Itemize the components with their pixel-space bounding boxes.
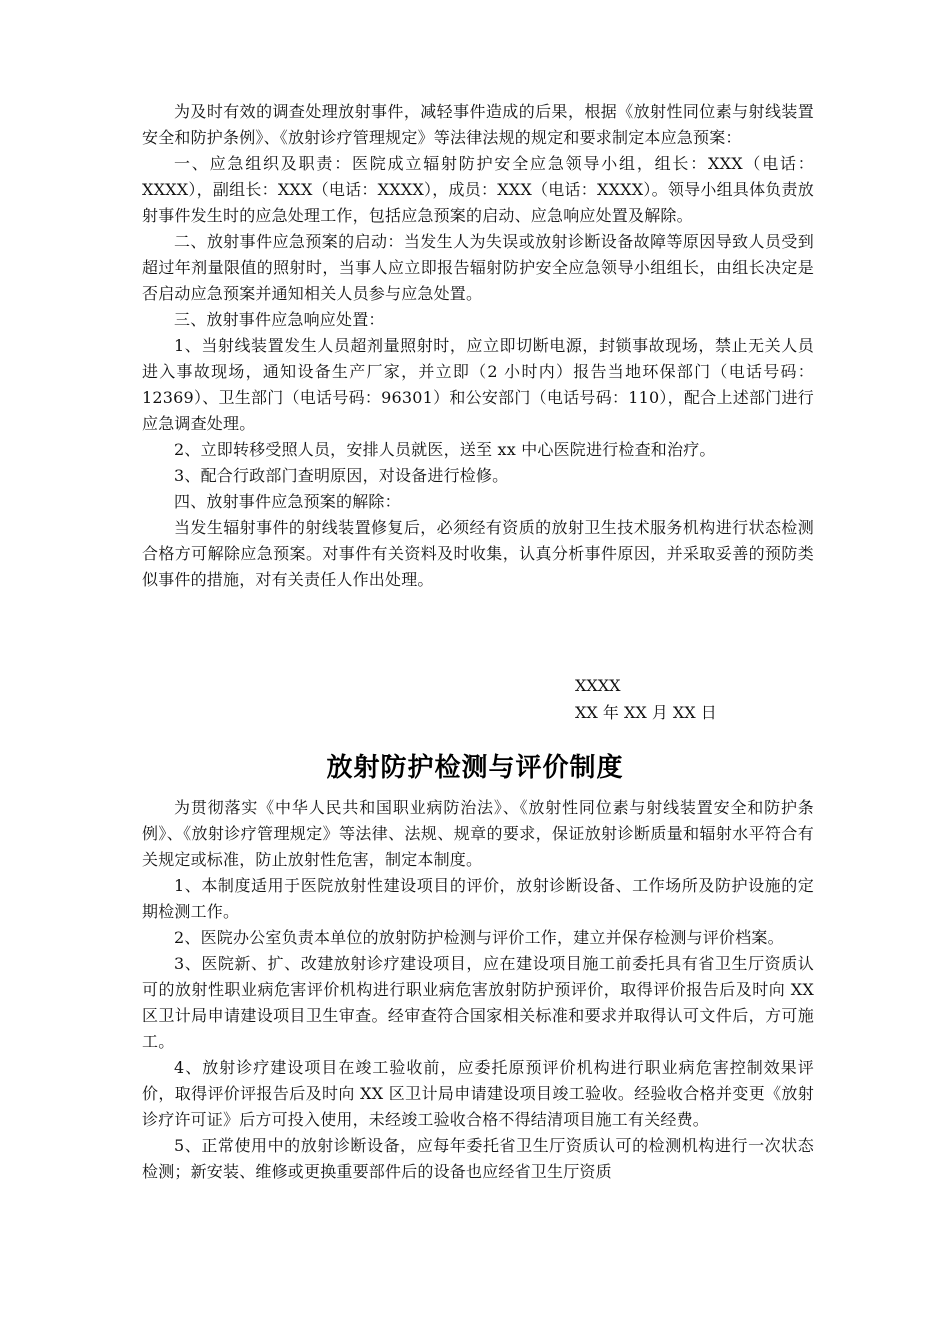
response-item-3: 3、配合行政部门查明原因，对设备进行检修。 [174,466,509,485]
termination-paragraph: 当发生辐射事件的射线装置修复后，必须经有资质的放射卫生技术服务机构进行状态检测合格方可解除应急预案。对事件有关资料及时收集，认真分析事件原因，并采取妥善的预防类似事件的措施，对有关责任人作出处理。 [142,518,814,589]
signature-date: XX 年 XX 月 XX 日 [575,703,717,722]
inspection-policy-section [142,795,814,1185]
signature-block [575,672,815,726]
signature-org: XXXX [575,676,621,695]
policy-item-1: 1、本制度适用于医院放射性建设项目的评价，放射诊断设备、工作场所及防护设施的定期检测工作。 [142,876,814,921]
termination-heading: 四、放射事件应急预案的解除： [174,492,401,511]
response-heading: 三、放射事件应急响应处置： [174,310,385,329]
policy-item-4: 4、放射诊疗建设项目在竣工验收前，应委托原预评价机构进行职业病危害控制效果评价，取得评价评报告后及时向 XX 区卫计局申请建设项目竣工验收。经验收合格并变更《放射诊疗许可证》后方可投入使用，未经竣工验收合格不得结清项目施工有关经费。 [142,1058,814,1129]
activation-paragraph: 二、放射事件应急预案的启动：当发生人为失误或放射诊断设备故障等原因导致人员受到超过年剂量限值的照射时，当事人应立即报告辐射防护安全应急领导小组组长，由组长决定是否启动应急预案并通知相关人员参与应急处置。 [142,232,814,303]
emergency-plan-section [142,99,814,593]
policy-item-5: 5、正常使用中的放射诊断设备，应每年委托省卫生厅资质认可的检测机构进行一次状态检测；新安装、维修或更换重要部件后的设备也应经省卫生厅资质 [142,1136,814,1181]
response-item-1: 1、当射线装置发生人员超剂量照射时，应立即切断电源，封锁事故现场，禁止无关人员进入事故现场，通知设备生产厂家，并立即（2 小时内）报告当地环保部门（电话号码：12369）、卫生部门（电话号码：96301）和公安部门（电话号码：110），配合上述部门进行应急调查处理。 [142,336,814,433]
policy-item-2: 2、医院办公室负责本单位的放射防护检测与评价工作，建立并保存检测与评价档案。 [174,928,784,947]
response-item-2: 2、立即转移受照人员，安排人员就医，送至 xx 中心医院进行检查和治疗。 [174,440,716,459]
intro-paragraph: 为及时有效的调查处理放射事件，减轻事件造成的后果，根据《放射性同位素与射线装置安全和防护条例》、《放射诊疗管理规定》等法律法规的规定和要求制定本应急预案： [142,102,814,147]
organization-paragraph: 一、应急组织及职责：医院成立辐射防护安全应急领导小组，组长：XXX（电话：XXXX），副组长：XXX（电话：XXXX），成员：XXX（电话：XXXX）。领导小组具体负责放射事件发生时的应急处理工作，包括应急预案的启动、应急响应处置及解除。 [142,154,814,225]
policy-intro-paragraph: 为贯彻落实《中华人民共和国职业病防治法》、《放射性同位素与射线装置安全和防护条例》、《放射诊疗管理规定》等法律、法规、规章的要求，保证放射诊断质量和辐射水平符合有关规定或标准，防止放射性危害，制定本制度。 [142,798,814,869]
policy-item-3: 3、医院新、扩、改建放射诊疗建设项目，应在建设项目施工前委托具有省卫生厅资质认可的放射性职业病危害评价机构进行职业病危害放射防护预评价，取得评价报告后及时向 XX 区卫计局申请建设项目卫生审查。经审查符合国家相关标准和要求并取得认可文件后，方可施工。 [142,954,814,1051]
page-title: 放射防护检测与评价制度 [326,753,624,783]
